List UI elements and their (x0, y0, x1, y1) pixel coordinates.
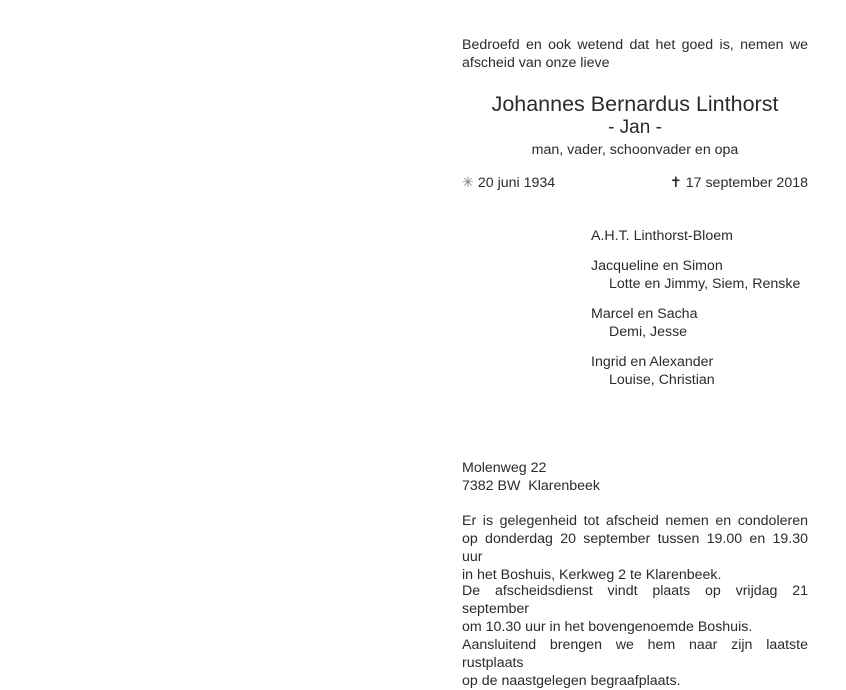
address-city: 7382 BW Klarenbeek (462, 478, 601, 494)
family-children: Louise, Christian (609, 372, 715, 388)
death-cross-icon: ✝ (669, 175, 682, 191)
family-list (591, 227, 800, 401)
deceased-roles: man, vader, schoonvader en opa (531, 142, 739, 158)
family-member: A.H.T. Linthorst-Bloem (591, 228, 733, 244)
condolence-line-1: Er is gelegenheid tot afscheid nemen en condoleren (462, 513, 808, 529)
intro-line-1: Bedroefd en ook wetend dat het goed is, nemen we (462, 37, 808, 53)
birth-date (462, 174, 555, 192)
service-paragraph (462, 582, 808, 690)
service-line-3: Aansluitend brengen we hem naar zijn laatste rustplaats (462, 637, 808, 671)
family-member: Jacqueline en Simon (591, 258, 723, 274)
service-line-4: op de naastgelegen begraafplaats. (462, 673, 681, 689)
family-group (591, 353, 800, 389)
address-street: Molenweg 22 (462, 460, 547, 476)
intro-line-2: afscheid van onze lieve (462, 55, 610, 71)
service-line-1: De afscheidsdienst vindt plaats op vrijdag 21 september (462, 583, 808, 617)
birth-date-text: 20 juni 1934 (477, 175, 556, 191)
condolence-line-3: in het Boshuis, Kerkweg 2 te Klarenbeek. (462, 567, 722, 583)
deceased-nickname: - Jan - (608, 117, 662, 138)
service-line-2: om 10.30 uur in het bovengenoemde Boshuis. (462, 619, 753, 635)
deceased-full-name: Johannes Bernardus Linthorst (491, 92, 779, 116)
intro-text (462, 36, 808, 72)
address-block (462, 459, 808, 495)
death-date-text: 17 september 2018 (685, 175, 808, 191)
deceased-block (462, 92, 808, 160)
family-group (591, 227, 800, 245)
condolence-paragraph (462, 512, 808, 584)
family-children: Demi, Jesse (609, 324, 688, 340)
family-member: Ingrid en Alexander (591, 354, 714, 370)
family-member: Marcel en Sacha (591, 306, 698, 322)
birth-star-icon: ✳ (462, 175, 474, 191)
family-group (591, 305, 800, 341)
family-children: Lotte en Jimmy, Siem, Renske (609, 276, 801, 292)
family-group (591, 257, 800, 293)
condolence-line-2: op donderdag 20 september tussen 19.00 en 19.30 uur (462, 531, 808, 565)
death-date (670, 174, 808, 192)
